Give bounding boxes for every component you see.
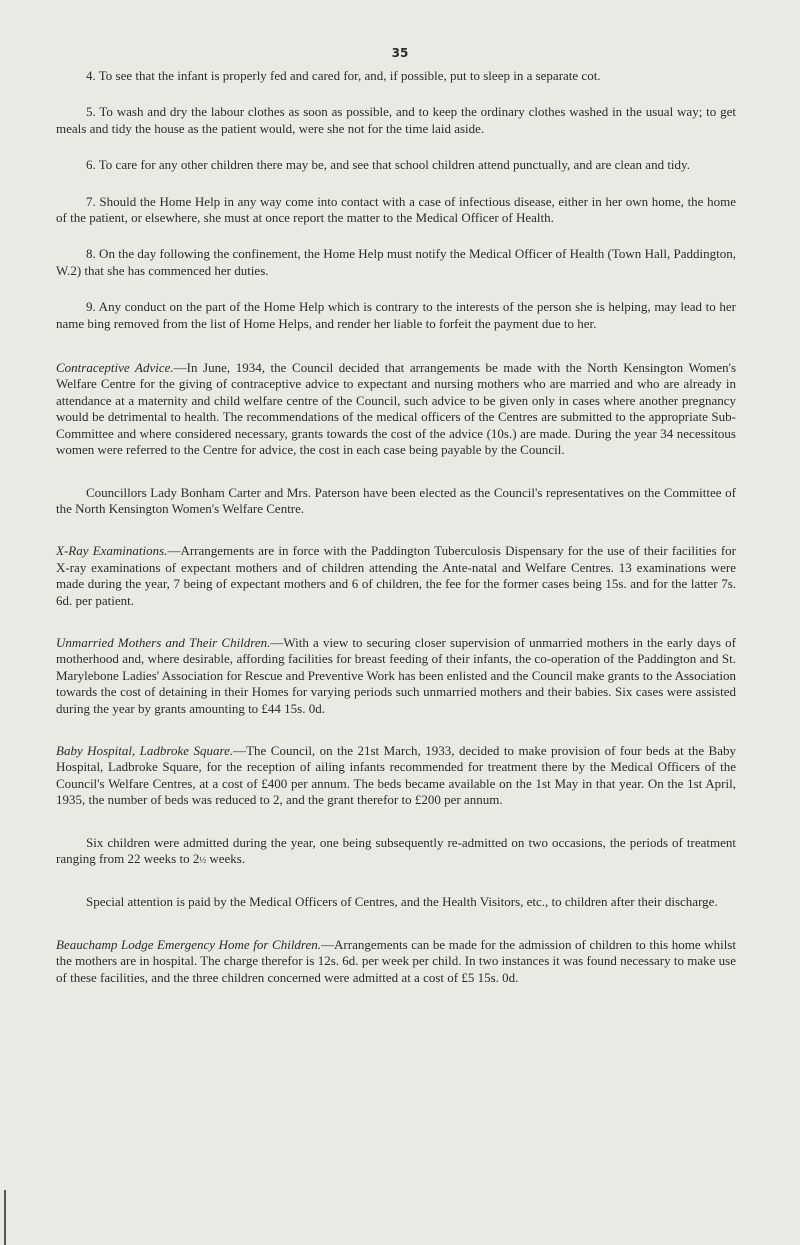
beauchamp-lodge-text: —Arrangements can be made for the admission of children to this home whilst the mothers are in hospital. The charge therefor is 12s. 6d. per week per child. In two instances it was found necessary to make use of these facilities, and the three children concerned were admitted at a cost of £5 15s. 0d. xyxy=(56,936,736,985)
paragraph-item-5: 5. To wash and dry the labour clothes as soon as possible, and to keep the ordinary clothes washed in the usual way; to get meals and tidy the house as the patient would, were she not for the time laid aside. xyxy=(56,104,736,136)
unmarried-mothers-title: Unmarried Mothers and Their Children. xyxy=(56,634,271,650)
admissions-paragraph xyxy=(56,835,736,869)
admissions-text-end: weeks. xyxy=(206,851,246,866)
unmarried-mothers-paragraph xyxy=(56,635,736,717)
beauchamp-lodge-title: Beauchamp Lodge Emergency Home for Children. xyxy=(56,936,322,952)
xray-text: —Arrangements are in force with the Paddington Tuberculosis Dispensary for the use of their facilities for X-ray examinations of expectant mothers and of children attending the Ante-natal and Welfare Centres. 13 examinations were made during the year, 7 being of expectant mothers and 6 of children, the fee for the former cases being 15s. and for the latter 7s. 6d. per patient. xyxy=(56,543,736,608)
xray-title: X-Ray Examinations. xyxy=(56,543,168,559)
special-attention-paragraph: Special attention is paid by the Medical Officers of Centres, and the Health Visitors, etc., to children after their discharge. xyxy=(86,894,718,910)
contraceptive-advice-title: Contraceptive Advice. xyxy=(56,360,174,376)
baby-hospital-text: —The Council, on the 21st March, 1933, decided to make provision of four beds at the Baby Hospital, Ladbroke Square, for the reception of ailing infants recommended for treatment there by the Medical Officers of the Council's Welfare Centres, at a cost of £400 per annum. The beds became available on the 1st May in that year. On the 1st April, 1935, the number of beds was reduced to 2, and the grant therefor to £200 per annum. xyxy=(56,742,736,808)
paragraph-item-9: 9. Any conduct on the part of the Home Help which is contrary to the interests of the person she is helping, may lead to her name bing removed from the list of Home Helps, and render her liable to forfeit the payment due to her. xyxy=(56,299,736,331)
unmarried-mothers-text: —With a view to securing closer supervision of unmarried mothers in the early days of motherhood and, where desirable, affording facilities for breast feeding of their infants, the co-operation of the Paddington and St. Marylebone Ladies' Association for Rescue and Preventive Work has been enlisted and the Council make grants to the Association towards the cost of detaining in their Homes for varying periods such unmarried mothers and their babies. Six cases were assisted during the year by grants amounting to £44 15s. 0d. xyxy=(56,634,736,716)
councillors-paragraph: Councillors Lady Bonham Carter and Mrs. Paterson have been elected as the Council's representatives on the Committee of the North Kensington Women's Welfare Centre. xyxy=(56,484,736,516)
paragraph-item-8: 8. On the day following the confinement, the Home Help must notify the Medical Officer of Health (Town Hall, Paddington, W.2) that she has commenced her duties. xyxy=(56,246,736,278)
contraceptive-advice-text: —In June, 1934, the Council decided that arrangements be made with the North Kensington Women's Welfare Centre for the giving of contraceptive advice to expectant and nursing mothers who are married and who are already in attendance at a maternity and child welfare centre of the Council, such advice to be given only in cases where another pregnancy would be detrimental to health. The recommendations of the medical officers of the Centres are submitted to the appropriate Sub-Committee and where considered necessary, grants towards the cost of the advice (10s.) are made. During the year 34 necessitous women were referred to the Centre for advice, the cost in each case being payable by the Council. xyxy=(56,360,736,458)
page-number: 35 xyxy=(391,46,409,60)
page-edge-mark xyxy=(4,1190,6,1245)
contraceptive-advice-paragraph xyxy=(56,360,736,458)
baby-hospital-title: Baby Hospital, Ladbroke Square. xyxy=(56,742,234,758)
paragraph-item-4: 4. To see that the infant is properly fed and cared for, and, if possible, put to sleep in a separate cot. xyxy=(86,68,601,83)
admissions-fraction: ½ xyxy=(199,855,207,865)
paragraph-item-6: 6. To care for any other children there may be, and see that school children attend punctually, and are clean and tidy. xyxy=(86,157,690,173)
xray-paragraph xyxy=(56,543,736,609)
admissions-text: Six children were admitted during the year, one being subsequently re-admitted on two occasions, the periods of treatment ranging from 22 weeks to 2 xyxy=(56,834,736,866)
baby-hospital-paragraph xyxy=(56,743,736,809)
beauchamp-lodge-paragraph xyxy=(56,937,736,986)
paragraph-item-7: 7. Should the Home Help in any way come into contact with a case of infectious disease, either in her own home, the home of the patient, or elsewhere, she must at once report the matter to the Medical Officer of Health. xyxy=(56,193,736,226)
